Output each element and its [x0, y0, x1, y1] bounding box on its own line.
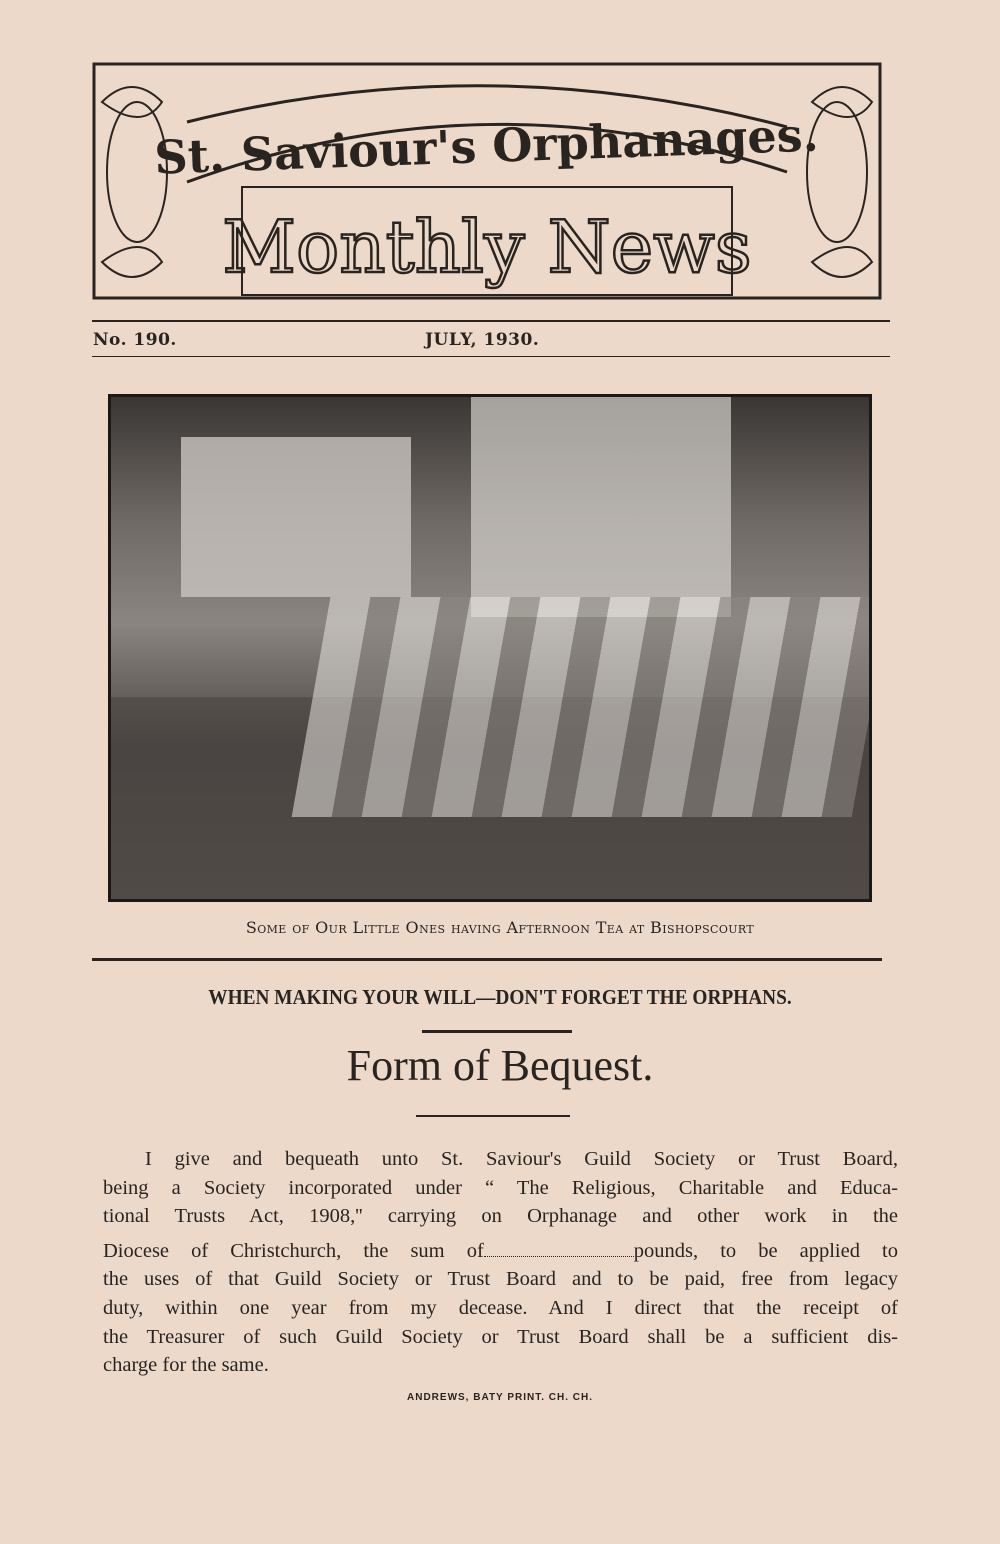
ornament-rule	[422, 1030, 572, 1033]
bequest-text	[103, 1145, 898, 1380]
bequest-line: pounds, to be applied to	[633, 1239, 898, 1262]
bequest-line: the Treasurer of such Guild Society or Trust Board shall be a sufficient dis-	[103, 1325, 898, 1348]
bequest-line: the uses of that Guild Society or Trust Board and to be paid, free from legacy	[103, 1268, 898, 1291]
masthead	[92, 62, 882, 300]
bequest-line: being a Society incorporated under “ The Religious, Charitable and Educa-	[103, 1176, 898, 1199]
masthead-line2: Monthly News	[222, 205, 752, 289]
photograph-children-tea	[108, 394, 872, 902]
slogan: WHEN MAKING YOUR WILL—DON'T FORGET THE ORPHANS.	[208, 985, 792, 1009]
printer-imprint: ANDREWS, BATY PRINT. CH. CH.	[407, 1392, 593, 1403]
sum-blank	[484, 1256, 634, 1257]
masthead-line1: St. Saviour's Orphanages.	[153, 107, 820, 185]
ornament-rule	[416, 1115, 570, 1117]
bequest-line: charge for the same.	[103, 1354, 269, 1377]
masthead-ornament	[92, 62, 882, 300]
form-title: Form of Bequest.	[346, 1041, 654, 1090]
bequest-line: I give and bequeath unto St. Saviour's Guild Society or Trust Board,	[145, 1148, 898, 1170]
photo-caption: Some of Our Little Ones having Afternoon Tea at Bishopscourt	[245, 918, 755, 937]
issue-number: No. 190.	[93, 330, 177, 350]
divider	[92, 958, 882, 961]
bequest-line: duty, within one year from my decease. And I direct that the receipt of	[103, 1296, 898, 1319]
bequest-line: Diocese of Christchurch, the sum of	[103, 1239, 484, 1262]
divider	[92, 356, 890, 357]
bequest-line-sum	[103, 1237, 898, 1266]
issue-date: JULY, 1930.	[425, 330, 540, 350]
bequest-line: tional Trusts Act, 1908,'' carrying on Orphanage and other work in the	[103, 1205, 898, 1228]
divider	[92, 320, 890, 322]
